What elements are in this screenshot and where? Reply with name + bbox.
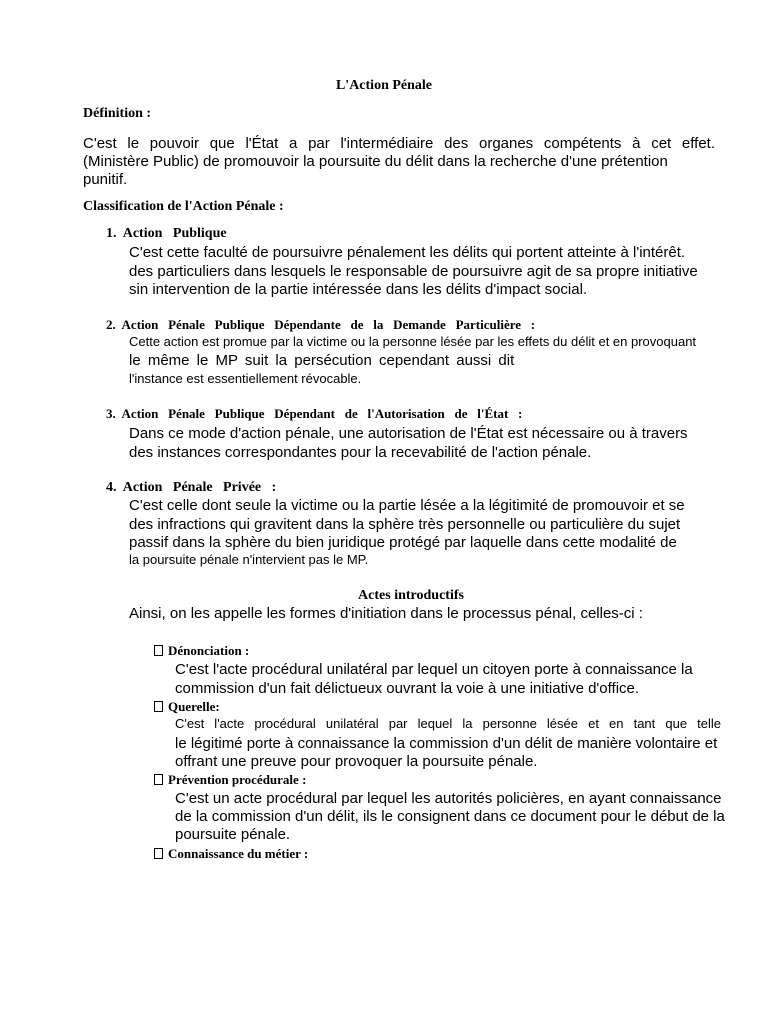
classification-item-line: des instances correspondantes pour la recevabilité de l'action pénale. xyxy=(129,444,592,461)
checkbox-glyph-icon xyxy=(154,774,163,785)
definition-heading: Définition : xyxy=(83,106,152,121)
classification-item-line: des infractions qui gravitent dans la sphère très personnelle ou particulière du sujet xyxy=(129,516,681,533)
definition-line: punitif. xyxy=(83,171,128,188)
classification-item-heading: 4. Action Pénale Privée : xyxy=(106,480,277,495)
classification-item-line: C'est cette faculté de poursuivre pénalement les délits qui portent atteinte à l'intérêt. xyxy=(129,244,686,261)
acte-heading xyxy=(154,773,306,786)
acte-heading-label: Connaissance du métier : xyxy=(168,846,309,861)
acte-heading-label: Dénonciation : xyxy=(168,643,250,658)
acte-heading xyxy=(154,700,220,713)
classification-item-line: passif dans la sphère du bien juridique protégé par laquelle dans cette modalité de xyxy=(129,534,677,551)
definition-line: C'est le pouvoir que l'État a par l'intermédiaire des organes compétents à cet effet. xyxy=(83,135,715,152)
acte-line: C'est l'acte procédural unilatéral par lequel la personne lésée et en tant que telle xyxy=(175,716,721,731)
checkbox-glyph-icon xyxy=(154,848,163,859)
page-title: L'Action Pénale xyxy=(335,78,433,93)
checkbox-glyph-icon xyxy=(154,645,163,656)
acte-line: offrant une preuve pour provoquer la poursuite pénale. xyxy=(175,753,538,770)
acte-line: commission d'un fait délictueux ouvrant la voie à une initiative d'office. xyxy=(175,680,640,697)
classification-item-heading: 3. Action Pénale Publique Dépendant de l'Autorisation de l'État : xyxy=(106,406,523,421)
acte-line: poursuite pénale. xyxy=(175,826,291,843)
acte-heading-label: Querelle: xyxy=(168,699,220,714)
classification-item-line: le même le MP suit la persécution cependant aussi dit xyxy=(129,352,515,369)
classification-item-heading: 2. Action Pénale Publique Dépendante de la Demande Particulière : xyxy=(106,317,536,332)
actes-intro: Ainsi, on les appelle les formes d'initiation dans le processus pénal, celles-ci : xyxy=(129,605,643,622)
acte-line: C'est un acte procédural par lequel les autorités policières, en ayant connaissance xyxy=(175,790,722,807)
classification-item-line: des particuliers dans lesquels le responsable de poursuivre agit de sa propre initiative xyxy=(129,263,698,280)
classification-item-line: C'est celle dont seule la victime ou la partie lésée a la légitimité de promouvoir et se xyxy=(129,497,685,514)
acte-line: le légitimé porte à connaissance la commission d'un délit de manière volontaire et xyxy=(175,735,718,752)
classification-item-line: Cette action est promue par la victime ou la personne lésée par les effets du délit et en provoquant xyxy=(129,334,697,349)
classification-item-line: l'instance est essentiellement révocable. xyxy=(129,371,362,386)
acte-heading xyxy=(154,847,308,860)
actes-heading: Actes introductifs xyxy=(358,588,464,603)
classification-item-line: Dans ce mode d'action pénale, une autorisation de l'État est nécessaire ou à travers xyxy=(129,425,688,442)
acte-heading xyxy=(154,644,249,657)
definition-line: (Ministère Public) de promouvoir la poursuite du délit dans la recherche d'une prétention xyxy=(83,153,668,170)
checkbox-glyph-icon xyxy=(154,701,163,712)
classification-heading: Classification de l'Action Pénale : xyxy=(83,199,284,214)
classification-item-line: sin intervention de la partie intéressée dans les délits d'impact social. xyxy=(129,281,588,298)
classification-item-heading: 1. Action Publique xyxy=(106,226,227,241)
acte-line: de la commission d'un délit, ils le consignent dans ce document pour le début de la xyxy=(175,808,725,825)
acte-heading-label: Prévention procédurale : xyxy=(168,772,307,787)
classification-item-line: la poursuite pénale n'intervient pas le MP. xyxy=(129,552,369,567)
acte-line: C'est l'acte procédural unilatéral par lequel un citoyen porte à connaissance la xyxy=(175,661,693,678)
